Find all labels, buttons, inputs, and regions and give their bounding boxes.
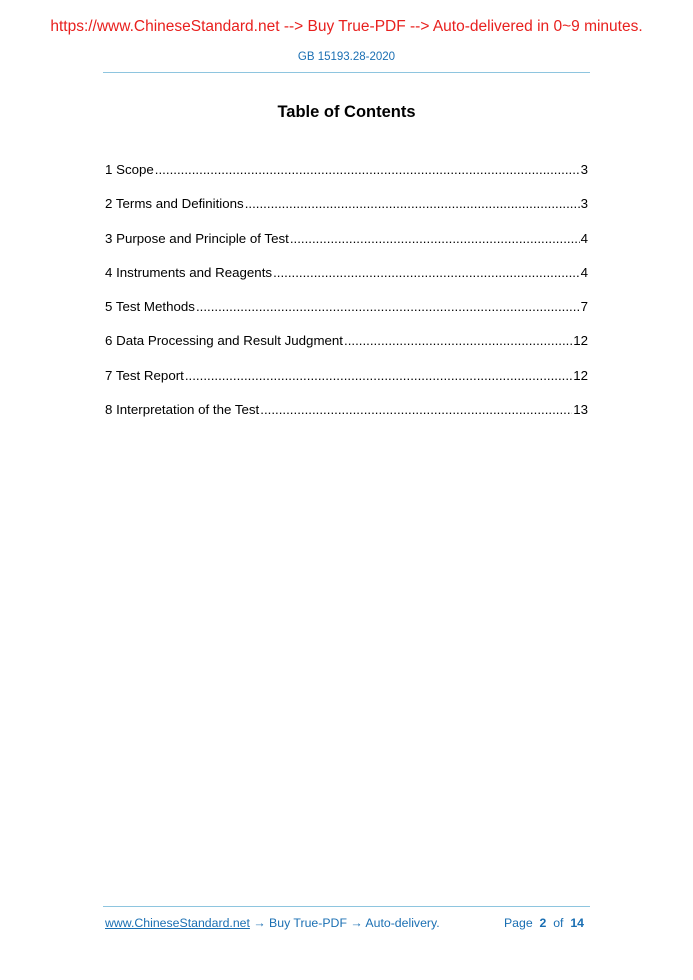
header-banner-link[interactable]: https://www.ChineseStandard.net --> Buy True-PDF --> Auto-delivered in 0~9 minutes. bbox=[50, 18, 643, 35]
toc-leader-dots bbox=[245, 195, 580, 212]
toc-entry-label: 1 Scope bbox=[105, 162, 154, 177]
toc-entry-label: 8 Interpretation of the Test bbox=[105, 402, 260, 418]
toc-entry-label: 6 Data Processing and Result Judgment bbox=[105, 333, 343, 349]
toc-leader-dots bbox=[344, 332, 572, 349]
toc-leader-dots bbox=[273, 264, 580, 281]
toc-entry-label: 3 Purpose and Principle of Test bbox=[105, 230, 289, 246]
toc-entry-label: 2 Terms and Definitions bbox=[105, 196, 244, 212]
toc-entry-page: 3 bbox=[580, 196, 588, 212]
toc-entry-page: 7 bbox=[580, 299, 588, 315]
toc-entry-page: 4 bbox=[580, 230, 588, 246]
toc-leader-dots bbox=[155, 161, 580, 178]
table-of-contents bbox=[105, 161, 588, 435]
toc-entry-instruments-and-reagents[interactable] bbox=[105, 264, 588, 298]
footer-left bbox=[105, 916, 440, 930]
toc-entry-page: 3 bbox=[580, 162, 588, 177]
toc-title: Table of Contents bbox=[277, 103, 416, 121]
toc-leader-dots bbox=[185, 367, 572, 384]
toc-entry-label: 5 Test Methods bbox=[105, 299, 195, 315]
toc-leader-dots bbox=[260, 401, 572, 418]
page-indicator bbox=[504, 916, 584, 930]
toc-entry-label: 7 Test Report bbox=[105, 367, 184, 383]
footer-site-link[interactable]: www.ChineseStandard.net bbox=[105, 916, 250, 930]
toc-entry-page: 12 bbox=[573, 367, 588, 383]
page-label: Page bbox=[503, 916, 533, 930]
toc-leader-dots bbox=[290, 230, 580, 247]
toc-leader-dots bbox=[196, 298, 580, 315]
document-code: GB 15193.28-2020 bbox=[297, 51, 396, 63]
page-of-label: of bbox=[553, 916, 564, 930]
page-total: 14 bbox=[570, 916, 584, 930]
toc-entry-page: 13 bbox=[573, 402, 588, 418]
toc-entry-data-processing[interactable] bbox=[105, 332, 588, 366]
toc-entry-scope[interactable] bbox=[105, 161, 588, 195]
toc-entry-test-methods[interactable] bbox=[105, 298, 588, 332]
toc-entry-purpose-and-principle[interactable] bbox=[105, 230, 588, 264]
footer-divider bbox=[103, 906, 590, 907]
toc-entry-page: 4 bbox=[580, 264, 588, 280]
header-divider bbox=[103, 72, 590, 73]
toc-entry-interpretation[interactable] bbox=[105, 401, 588, 435]
toc-entry-terms-and-definitions[interactable] bbox=[105, 195, 588, 229]
page-current: 2 bbox=[539, 916, 547, 930]
footer-delivery-text: → Buy True-PDF → Auto-delivery. bbox=[249, 916, 440, 930]
toc-entry-page: 12 bbox=[573, 333, 588, 349]
toc-entry-test-report[interactable] bbox=[105, 367, 588, 401]
toc-entry-label: 4 Instruments and Reagents bbox=[105, 264, 273, 280]
